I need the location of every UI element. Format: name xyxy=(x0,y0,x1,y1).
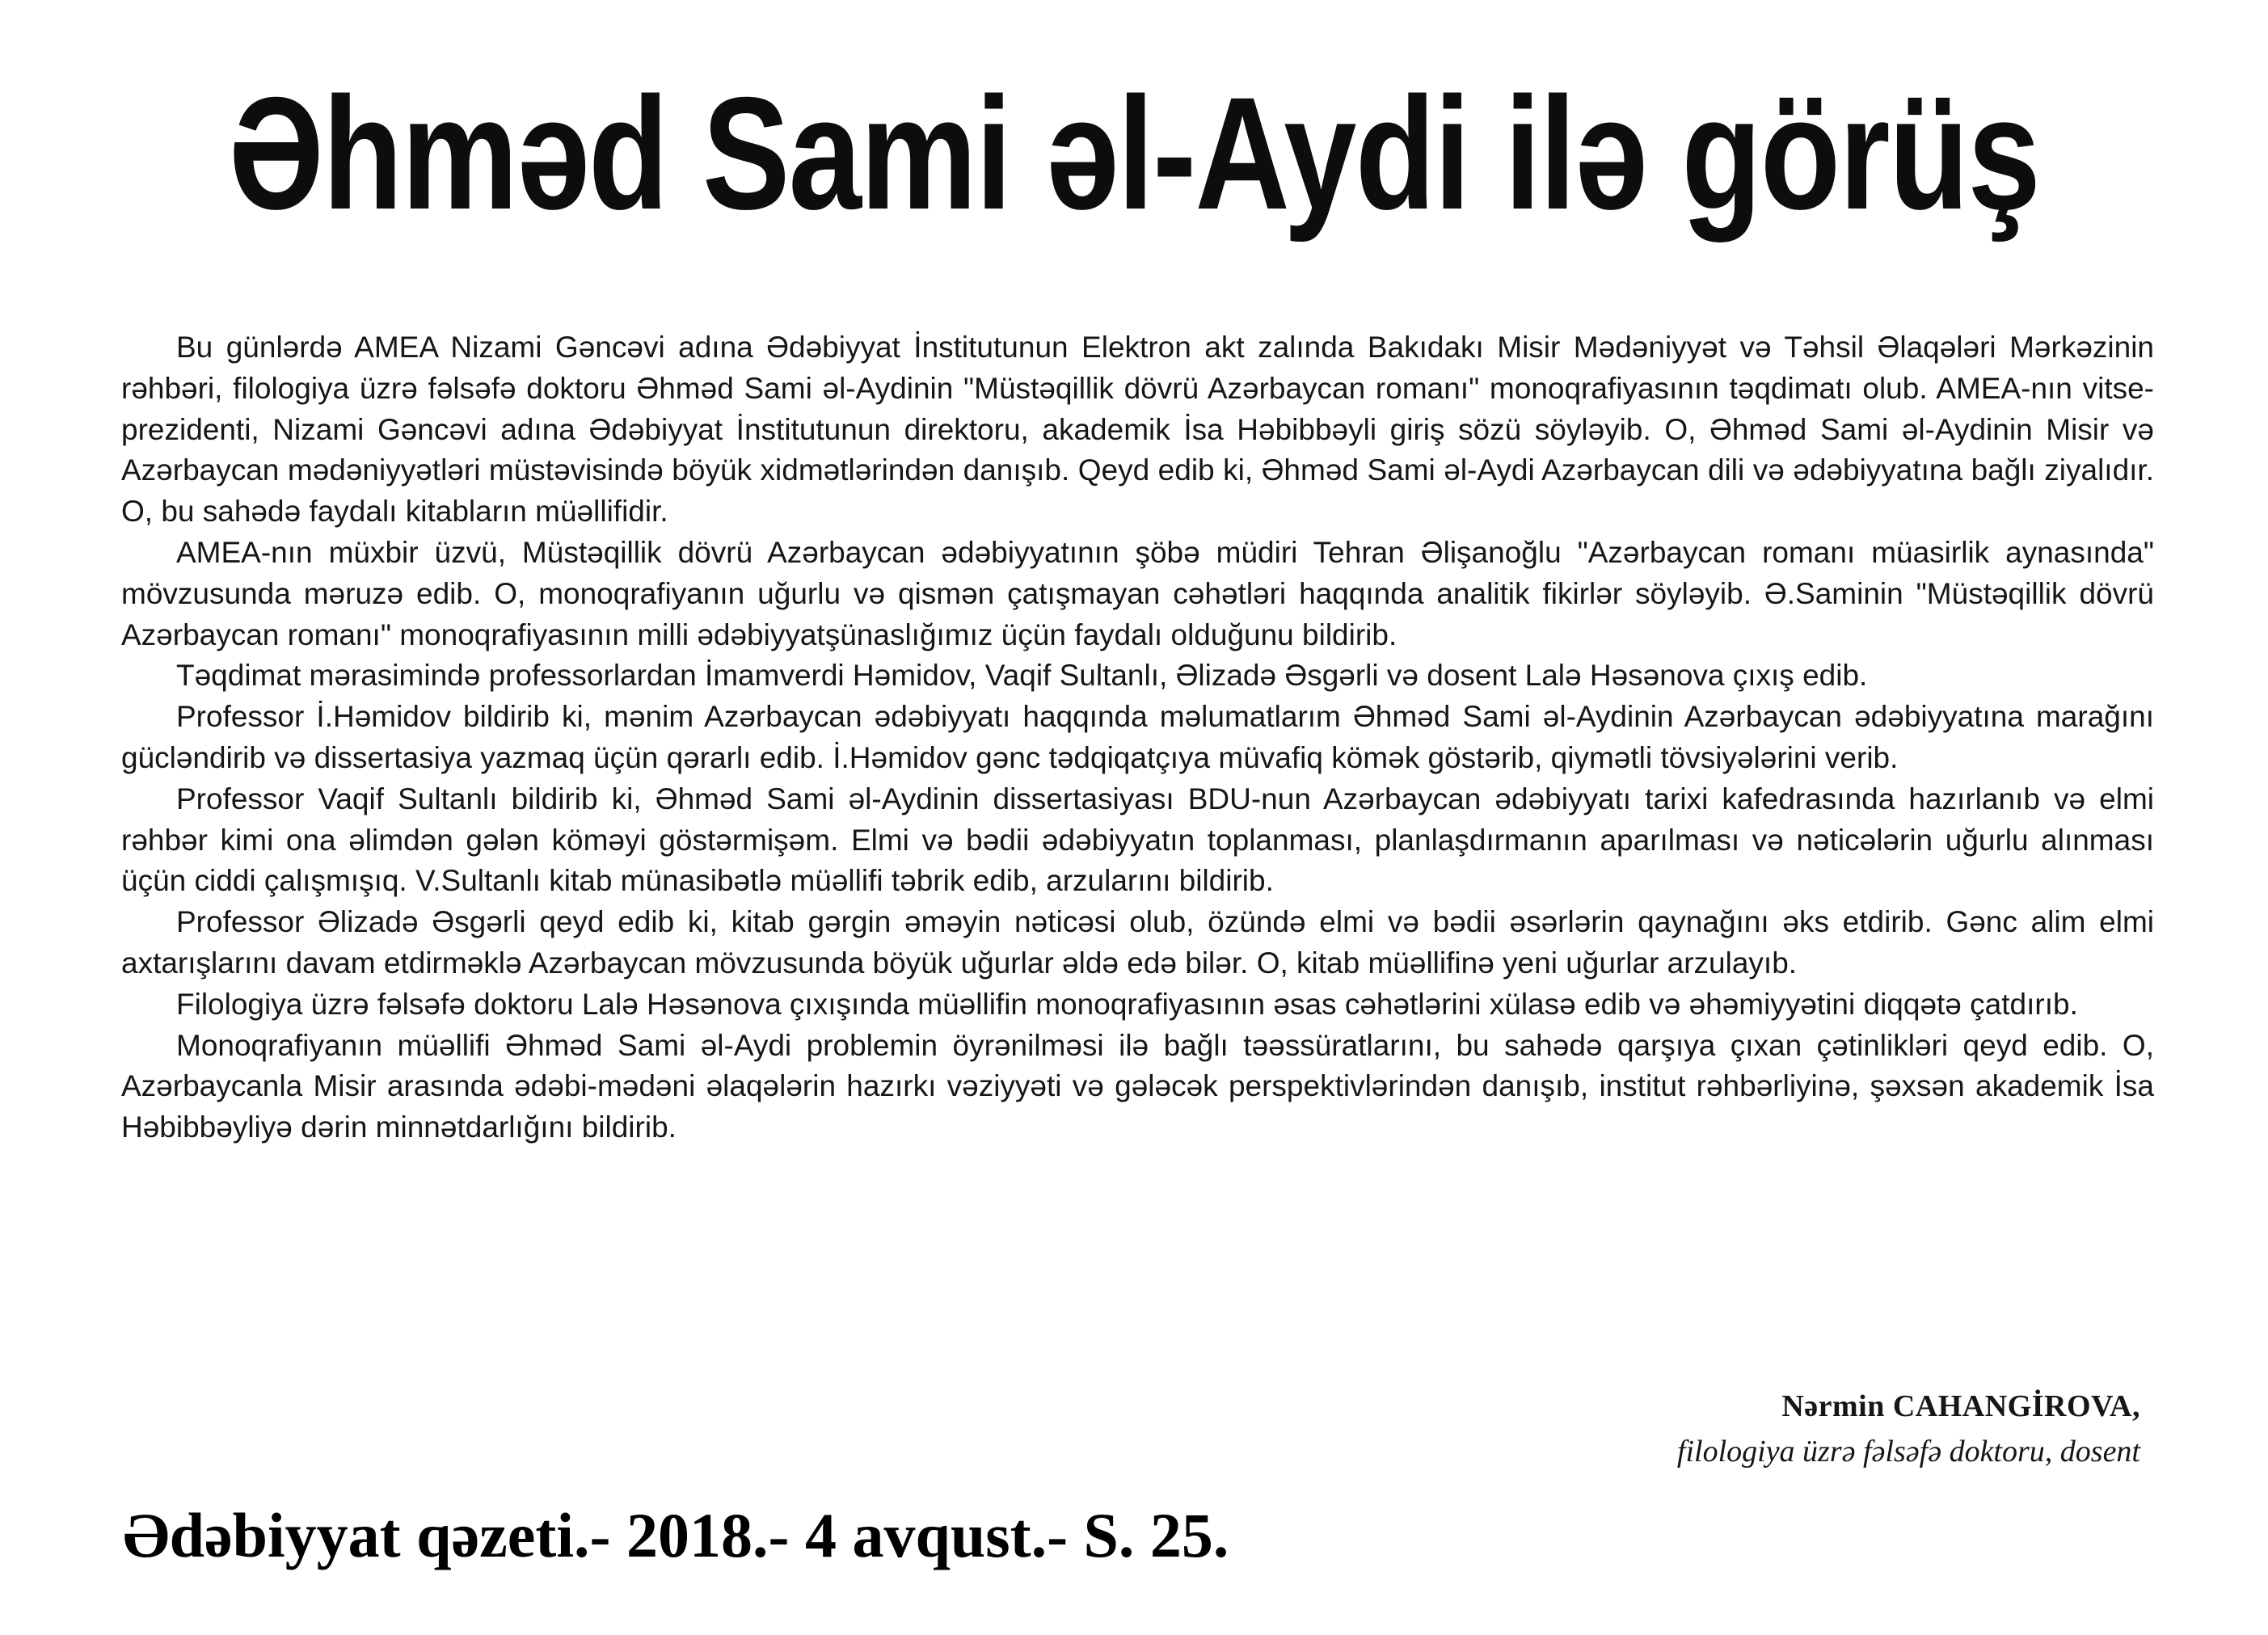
article-paragraph: Bu günlərdə AMEA Nizami Gəncəvi adına Ədəbiyyat İnstitutunun Elektron akt zalında Bakıdakı Misir Mədəniyyət və Təhsil Əlaqələri Mərkəzinin rəhbəri, filologiya üzrə fəlsəfə doktoru Əhməd Sami əl-Aydinin "Müstəqillik dövrü Azərbaycan romanı" monoqrafiyasının təqdimatı olub. AMEA-nın vitse-prezidenti, Nizami Gəncəvi adına Ədəbiyyat İnstitutunun direktoru, akademik İsa Həbibbəyli giriş sözü söyləyib. O, Əhməd Sami əl-Aydinin Misir və Azərbaycan mədəniyyətləri müstəvisində böyük xidmətlərindən danışıb. Qeyd edib ki, Əhməd Sami əl-Aydi Azərbaycan dili və ədəbiyyatına bağlı ziyalıdır. O, bu sahədə faydalı kitabların müəllifidir. xyxy=(121,331,2154,529)
article-paragraph: Filologiya üzrə fəlsəfə doktoru Lalə Həsənova çıxışında müəllifin monoqrafiyasının əsas cəhətlərini xülasə edib və əhəmiyyətini diqqətə çatdırıb. xyxy=(176,987,2078,1021)
source-citation: Ədəbiyyat qəzeti.- 2018.- 4 avqust.- S. 25. xyxy=(123,1500,1229,1570)
article-paragraph: AMEA-nın müxbir üzvü, Müstəqillik dövrü Azərbaycan ədəbiyyatının şöbə müdiri Tehran Əlişanoğlu "Azərbaycan romanı müasirlik aynasında" mövzusunda məruzə edib. O, monoqrafiyanın uğurlu və qismən çatışmayan cəhətləri haqqında analitik fikirlər söyləyib. Ə.Saminin "Müstəqillik dövrü Azərbaycan romanı" monoqrafiyasının milli ədəbiyyatşünaslığımız üçün faydalı olduğunu bildirib. xyxy=(121,535,2154,651)
article-paragraph: Professor Vaqif Sultanlı bildirib ki, Əhməd Sami əl-Aydinin dissertasiyası BDU-nun Azərbaycan ədəbiyyatı tarixi kafedrasında hazırlanıb və elmi rəhbər kimi ona əlimdən gələn köməyi göstərmişəm. Elmi və bədii ədəbiyyatın toplanması, planlaşdırmanın aparılması və nəticələrin uğurlu alınması üçün ciddi çalışmışıq. V.Sultanlı kitab münasibətlə müəllifi təbrik edib, arzularını bildirib. xyxy=(121,782,2154,898)
author-title: filologiya üzrə fəlsəfə doktoru, dosent xyxy=(1676,1435,2140,1469)
author-name: Nərmin CAHANGİROVA, xyxy=(1781,1389,2140,1423)
author-byline xyxy=(1677,1384,2140,1474)
article-paragraph: Təqdimat mərasimində professorlardan İmamverdi Həmidov, Vaqif Sultanlı, Əlizadə Əsgərli və dosent Lalə Həsənova çıxış edib. xyxy=(176,659,1868,693)
article-paragraph: Monoqrafiyanın müəllifi Əhməd Sami əl-Aydi problemin öyrənilməsi ilə bağlı təəssüratlarını, bu sahədə qarşıya çıxan çətinlikləri qeyd edib. O, Azərbaycanla Misir arasında ədəbi-mədəni əlaqələrin hazırkı vəziyyəti və gələcək perspektivlərindən danışıb, institut rəhbərliyinə, şəxsən akademik İsa Həbibbəyliyə dərin minnətdarlığını bildirib. xyxy=(121,1028,2154,1144)
article-paragraph: Professor İ.Həmidov bildirib ki, mənim Azərbaycan ədəbiyyatı haqqında məlumatlarım Əhməd Sami əl-Aydinin Azərbaycan ədəbiyyatına marağını gücləndirib və dissertasiya yazmaq üçün qərarlı edib. İ.Həmidov gənc tədqiqatçıya müvafiq kömək göstərib, qiymətli tövsiyələrini verib. xyxy=(121,700,2154,774)
article-paragraph: Professor Əlizadə Əsgərli qeyd edib ki, kitab gərgin əməyin nəticəsi olub, özündə elmi və bədii əsərlərin qaynağını əks etdirib. Gənc alim elmi axtarışlarını davam etdirməklə Azərbaycan mövzusunda böyük uğurlar əldə edə bilər. O, kitab müəllifinə yeni uğurlar arzulayıb. xyxy=(121,905,2154,980)
article-body xyxy=(121,327,2154,1148)
article-headline: Əhməd Sami əl-Aydi ilə görüş xyxy=(228,64,2040,242)
